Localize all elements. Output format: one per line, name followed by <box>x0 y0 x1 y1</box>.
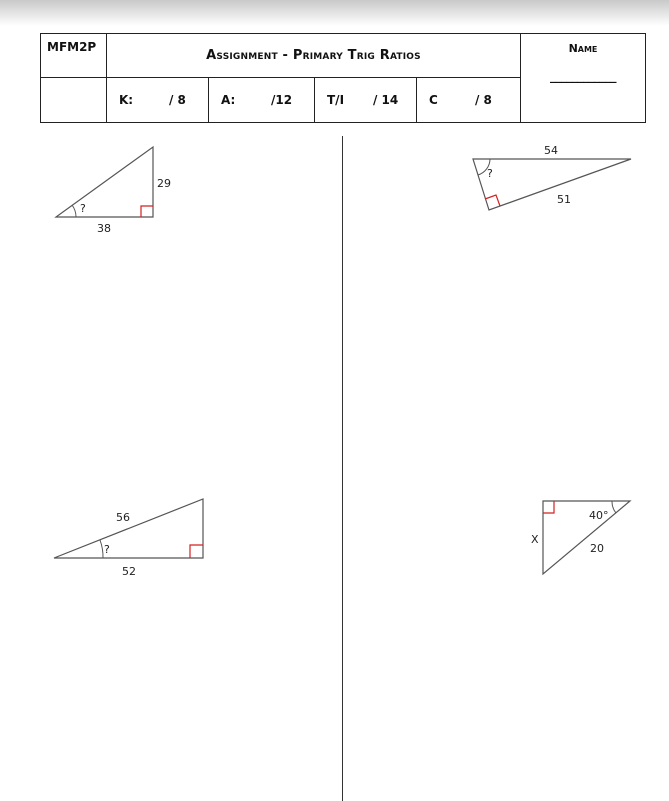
angle-label-1: ? <box>80 202 86 215</box>
course-code: MFM2P <box>41 34 107 78</box>
angle-label-40: 40° <box>589 509 609 522</box>
score-ti-label: T/I <box>327 93 345 107</box>
side-label-51: 51 <box>557 193 571 206</box>
angle-label-2: ? <box>487 167 493 180</box>
side-label-29: 29 <box>157 177 171 190</box>
score-c-max: / 8 <box>475 93 492 107</box>
right-angle-mark-1 <box>141 206 153 217</box>
score-k-label: K: <box>119 93 134 107</box>
name-label: Name <box>568 42 598 55</box>
score-ti-max: / 14 <box>373 93 399 107</box>
triangle-4 <box>531 501 630 574</box>
side-label-56: 56 <box>116 511 130 524</box>
assignment-title: Assignment - Primary Trig Ratios <box>107 34 521 78</box>
right-angle-mark-4 <box>543 501 554 513</box>
score-a-label: A: <box>221 93 236 107</box>
angle-label-3: ? <box>104 543 110 556</box>
angle-arc-1 <box>72 205 76 217</box>
angle-arc-3 <box>100 540 103 558</box>
triangle-3 <box>54 499 203 578</box>
angle-arc-4 <box>612 501 616 513</box>
side-label-54: 54 <box>544 144 558 157</box>
triangle-2-shape <box>473 159 631 210</box>
triangle-2 <box>473 144 631 210</box>
side-label-38: 38 <box>97 222 111 235</box>
triangle-1 <box>56 147 171 235</box>
right-angle-mark-3 <box>190 545 203 558</box>
name-blank: ____________ <box>550 69 616 83</box>
triangle-1-shape <box>56 147 153 217</box>
triangle-4-shape <box>543 501 630 574</box>
side-label-52: 52 <box>122 565 136 578</box>
score-k-max: / 8 <box>169 93 186 107</box>
score-a-max: /12 <box>271 93 293 107</box>
triangle-3-shape <box>54 499 203 558</box>
side-label-x: X <box>531 533 539 546</box>
side-label-20: 20 <box>590 542 604 555</box>
score-c-label: C <box>429 93 438 107</box>
